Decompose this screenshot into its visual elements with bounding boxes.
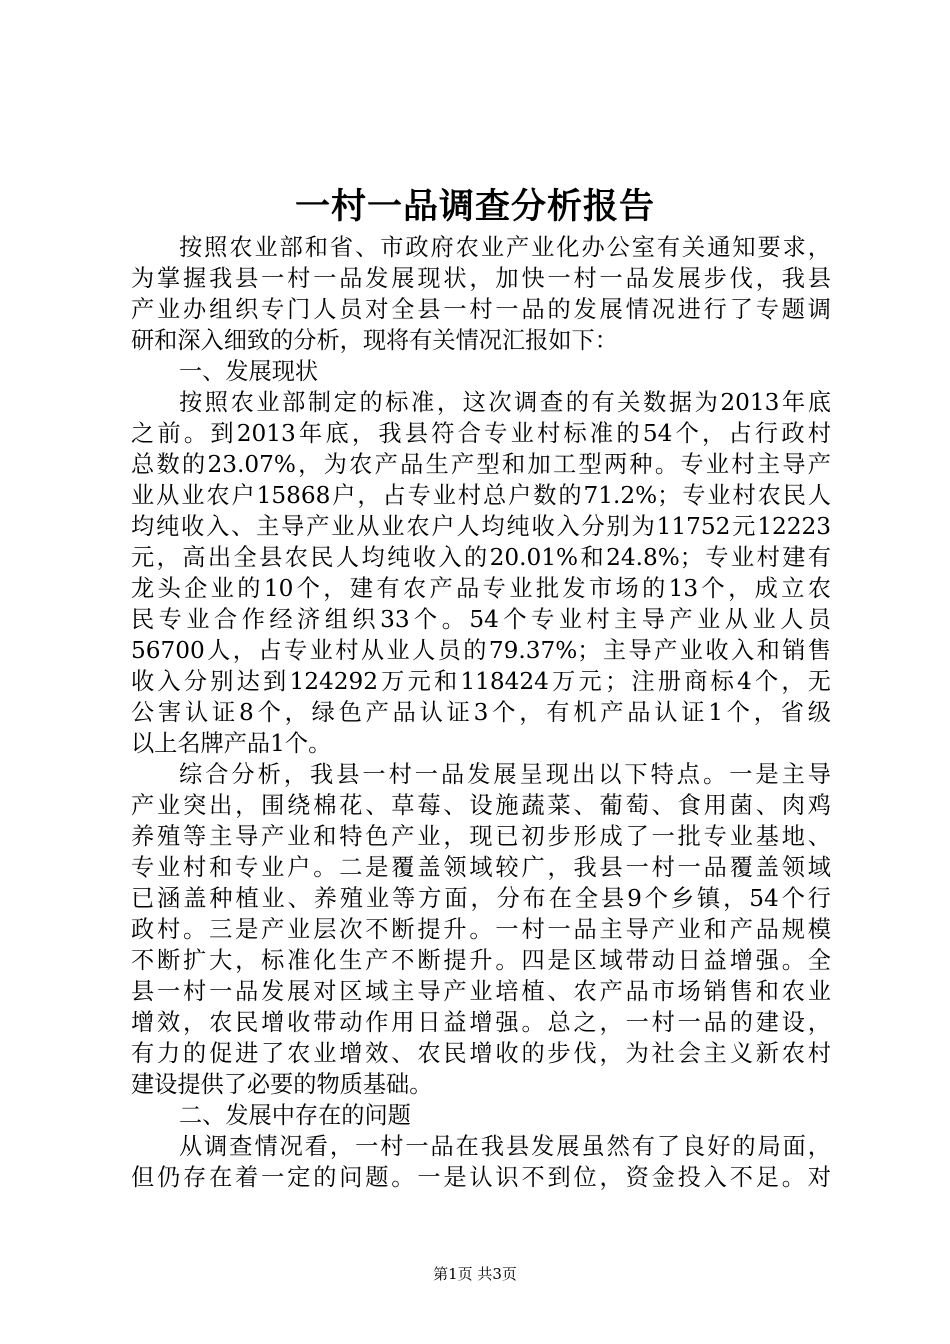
text-line: 专业村和专业户。二是覆盖领域较广，我县一村一品覆盖领域 bbox=[131, 854, 831, 881]
text-line: 不断扩大，标准化生产不断提升。四是区域带动日益增强。全 bbox=[131, 947, 831, 974]
page-footer: 第1页 共3页 bbox=[433, 1265, 517, 1283]
text-line: 之前。到2013年底，我县符合专业村标准的54个，占行政村 bbox=[131, 420, 831, 447]
text-line: 建设提供了必要的物质基础。 bbox=[131, 1071, 433, 1098]
text-line: 有力的促进了农业增效、农民增收的步伐，为社会主义新农村 bbox=[131, 1040, 831, 1067]
text-line: 县一村一品发展对区域主导产业培植、农产品市场销售和农业 bbox=[131, 978, 831, 1005]
text-line: 按照农业部制定的标准，这次调查的有关数据为2013年底 bbox=[179, 389, 831, 416]
document-title: 一村一品调查分析报告 bbox=[294, 186, 655, 227]
text-line: 养殖等主导产业和特色产业，现已初步形成了一批专业基地、 bbox=[131, 823, 831, 850]
text-line: 已涵盖种植业、养殖业等方面，分布在全县9个乡镇，54个行 bbox=[131, 885, 831, 912]
text-line: 增效，农民增收带动作用日益增强。总之，一村一品的建设， bbox=[131, 1009, 831, 1036]
text-line: 为掌握我县一村一品发展现状，加快一村一品发展步伐，我县 bbox=[131, 265, 831, 292]
text-line: 收入分别达到124292万元和118424万元；注册商标4个，无 bbox=[131, 668, 831, 695]
text-line: 均纯收入、主导产业从业农户人均纯收入分别为11752元12223 bbox=[131, 513, 831, 540]
text-line: 产业办组织专门人员对全县一村一品的发展情况进行了专题调 bbox=[131, 296, 831, 323]
text-line: 按照农业部和省、市政府农业产业化办公室有关通知要求， bbox=[179, 234, 831, 261]
text-line: 一、发展现状 bbox=[179, 358, 319, 385]
text-line: 综合分析，我县一村一品发展呈现出以下特点。一是主导 bbox=[179, 761, 831, 788]
text-line: 二、发展中存在的问题 bbox=[179, 1102, 411, 1129]
text-line: 公害认证8个，绿色产品认证3个，有机产品认证1个，省级 bbox=[131, 699, 831, 726]
text-line: 56700人，占专业村从业人员的79.37%；主导产业收入和销售 bbox=[131, 637, 831, 664]
text-line: 总数的23.07%，为农产品生产型和加工型两种。专业村主导产 bbox=[131, 451, 831, 478]
text-line: 龙头企业的10个，建有农产品专业批发市场的13个，成立农 bbox=[131, 575, 831, 602]
text-line: 但仍存在着一定的问题。一是认识不到位，资金投入不足。对 bbox=[131, 1164, 831, 1191]
text-line: 民专业合作经济组织33个。54个专业村主导产业从业人员 bbox=[131, 606, 831, 633]
text-line: 政村。三是产业层次不断提升。一村一品主导产业和产品规模 bbox=[131, 916, 831, 943]
document-body bbox=[131, 232, 831, 1193]
text-line: 元，高出全县农民人均纯收入的20.01%和24.8%；专业村建有 bbox=[131, 544, 831, 571]
text-line: 产业突出，围绕棉花、草莓、设施蔬菜、葡萄、食用菌、肉鸡 bbox=[131, 792, 831, 819]
text-line: 从调查情况看，一村一品在我县发展虽然有了良好的局面， bbox=[179, 1133, 831, 1160]
text-line: 业从业农户15868户，占专业村总户数的71.2%；专业村农民人 bbox=[131, 482, 831, 509]
text-line: 以上名牌产品1个。 bbox=[131, 730, 332, 757]
text-line: 研和深入细致的分析，现将有关情况汇报如下： bbox=[131, 327, 618, 354]
